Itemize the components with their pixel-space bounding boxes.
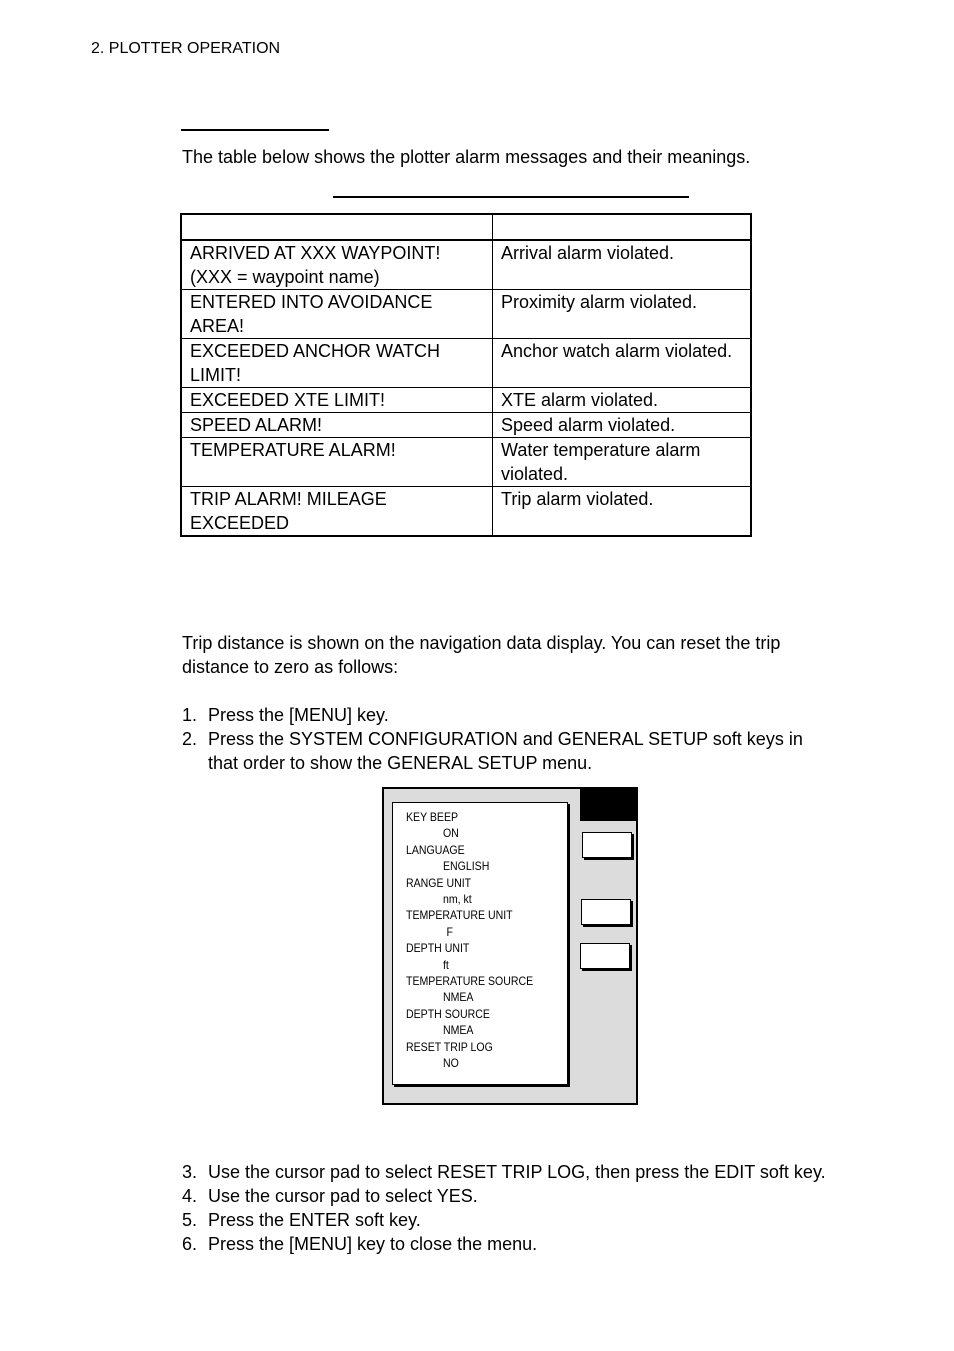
alarm-message: SPEED ALARM!: [190, 415, 323, 435]
menu-item-key-beep[interactable]: [406, 809, 533, 842]
table-row: [181, 413, 751, 438]
menu-item-value: F: [446, 924, 453, 939]
alarm-message-cell: [181, 388, 493, 413]
alarm-meaning-cell: [493, 388, 752, 413]
alarm-message-cell: [181, 339, 493, 388]
alarm-message-line2: EXCEEDED: [190, 513, 290, 533]
steps-list-before: [182, 703, 862, 775]
alarm-message-cell: [181, 413, 493, 438]
softkey-title-bar: [580, 789, 638, 821]
step-text: Press the [MENU] key to close the menu.: [208, 1234, 538, 1254]
menu-item-label: DEPTH UNIT: [406, 941, 470, 956]
general-setup-menu: [392, 802, 568, 1085]
menu-item-temperature-unit[interactable]: [406, 907, 533, 940]
step-number: 3.: [182, 1162, 198, 1182]
menu-item-label: RANGE UNIT: [406, 875, 472, 890]
step-item: [182, 1232, 862, 1256]
step-item: [182, 727, 862, 775]
menu-item-value: ENGLISH: [442, 859, 490, 874]
alarm-meaning-cell: [493, 240, 752, 290]
alarm-message: EXCEEDED ANCHOR WATCH: [190, 341, 441, 361]
table-row: [181, 438, 751, 487]
alarm-meaning-cell: [493, 487, 752, 537]
steps-list-after: [182, 1160, 862, 1256]
menu-item-language[interactable]: [406, 842, 533, 875]
alarm-meaning: Anchor watch alarm violated.: [501, 341, 733, 361]
trip-intro-paragraph: [182, 631, 842, 679]
step-number: 5.: [182, 1210, 198, 1230]
menu-item-depth-unit[interactable]: [406, 940, 533, 973]
softkey-1[interactable]: [582, 832, 632, 858]
step-item: [182, 1160, 862, 1184]
alarm-meaning-cell: [493, 438, 752, 487]
alarm-message: EXCEEDED XTE LIMIT!: [190, 390, 386, 410]
menu-item-value: ON: [442, 826, 459, 841]
menu-item-value: NMEA: [442, 990, 474, 1005]
alarm-meaning-line2: violated.: [501, 464, 569, 484]
step-text: Use the cursor pad to select RESET TRIP LOG, then press the EDIT soft key.: [208, 1162, 826, 1182]
menu-item-label: TEMPERATURE SOURCE: [406, 974, 534, 989]
menu-item-range-unit[interactable]: [406, 875, 533, 908]
alarm-meaning-cell: [493, 290, 752, 339]
menu-item-temperature-source[interactable]: [406, 973, 533, 1006]
menu-item-value: NO: [442, 1056, 459, 1071]
menu-item-depth-source[interactable]: [406, 1006, 533, 1039]
step-item: [182, 1184, 862, 1208]
alarm-message-cell: [181, 290, 493, 339]
alarm-meaning: Trip alarm violated.: [501, 489, 654, 509]
table-title-rule: [333, 196, 689, 198]
step-text: Use the cursor pad to select YES.: [208, 1186, 478, 1206]
alarm-meaning: XTE alarm violated.: [501, 390, 659, 410]
menu-item-reset-trip-log[interactable]: [406, 1039, 533, 1072]
menu-item-value: nm, kt: [442, 892, 472, 907]
step-item: [182, 703, 862, 727]
alarm-meaning-cell: [493, 339, 752, 388]
alarm-meaning: Speed alarm violated.: [501, 415, 676, 435]
alarm-message: ARRIVED AT XXX WAYPOINT!: [190, 243, 441, 263]
trip-intro-line: Trip distance is shown on the navigation data display. You can reset the trip: [182, 633, 781, 653]
table-row: [181, 290, 751, 339]
step-text: Press the ENTER soft key.: [208, 1210, 421, 1230]
softkey-2[interactable]: [581, 899, 631, 925]
step-text: Press the SYSTEM CONFIGURATION and GENERAL SETUP soft keys in: [208, 729, 803, 749]
alarm-message: TEMPERATURE ALARM!: [190, 440, 396, 460]
menu-item-label: LANGUAGE: [406, 842, 465, 857]
table-row: [181, 487, 751, 537]
alarm-meaning-cell: [493, 413, 752, 438]
step-number: 2.: [182, 729, 198, 749]
alarm-message: TRIP ALARM! MILEAGE: [190, 489, 387, 509]
alarm-message-cell: [181, 487, 493, 537]
table-header-row: [181, 214, 751, 240]
section-title-rule: [181, 129, 329, 131]
menu-item-label: KEY BEEP: [406, 810, 459, 824]
alarm-message-cell: [181, 438, 493, 487]
menu-item-label: RESET TRIP LOG: [406, 1039, 493, 1054]
table-row: [181, 388, 751, 413]
step-text-line2: that order to show the GENERAL SETUP menu.: [208, 753, 593, 773]
alarm-meaning: Arrival alarm violated.: [501, 243, 675, 263]
trip-intro-line: distance to zero as follows:: [182, 657, 399, 677]
alarm-meaning: Water temperature alarm: [501, 440, 701, 460]
alarm-message-line2: (XXX = waypoint name): [190, 267, 380, 287]
page-header: 2. PLOTTER OPERATION: [91, 40, 281, 57]
menu-item-value: ft: [442, 957, 449, 972]
alarm-message-line2: AREA!: [190, 316, 245, 336]
table-row: [181, 240, 751, 290]
column-header-message: [181, 214, 493, 240]
step-number: 6.: [182, 1234, 198, 1254]
menu-item-label: TEMPERATURE UNIT: [406, 908, 513, 923]
column-header-meaning: [493, 214, 752, 240]
step-text: Press the [MENU] key.: [208, 705, 389, 725]
menu-item-value: NMEA: [442, 1023, 474, 1038]
alarm-message: ENTERED INTO AVOIDANCE: [190, 292, 433, 312]
menu-item-label: DEPTH SOURCE: [406, 1006, 490, 1021]
step-number: 1.: [182, 705, 198, 725]
alarm-message-line2: LIMIT!: [190, 365, 242, 385]
alarm-messages-table: [180, 213, 752, 537]
menu-item-list: [406, 809, 533, 1072]
step-number: 4.: [182, 1186, 198, 1206]
step-item: [182, 1208, 862, 1232]
alarm-meaning: Proximity alarm violated.: [501, 292, 698, 312]
intro-text: The table below shows the plotter alarm messages and their meanings.: [182, 147, 751, 167]
softkey-3[interactable]: [580, 943, 630, 969]
general-setup-screen: [382, 787, 638, 1105]
table-row: [181, 339, 751, 388]
alarm-message-cell: [181, 240, 493, 290]
